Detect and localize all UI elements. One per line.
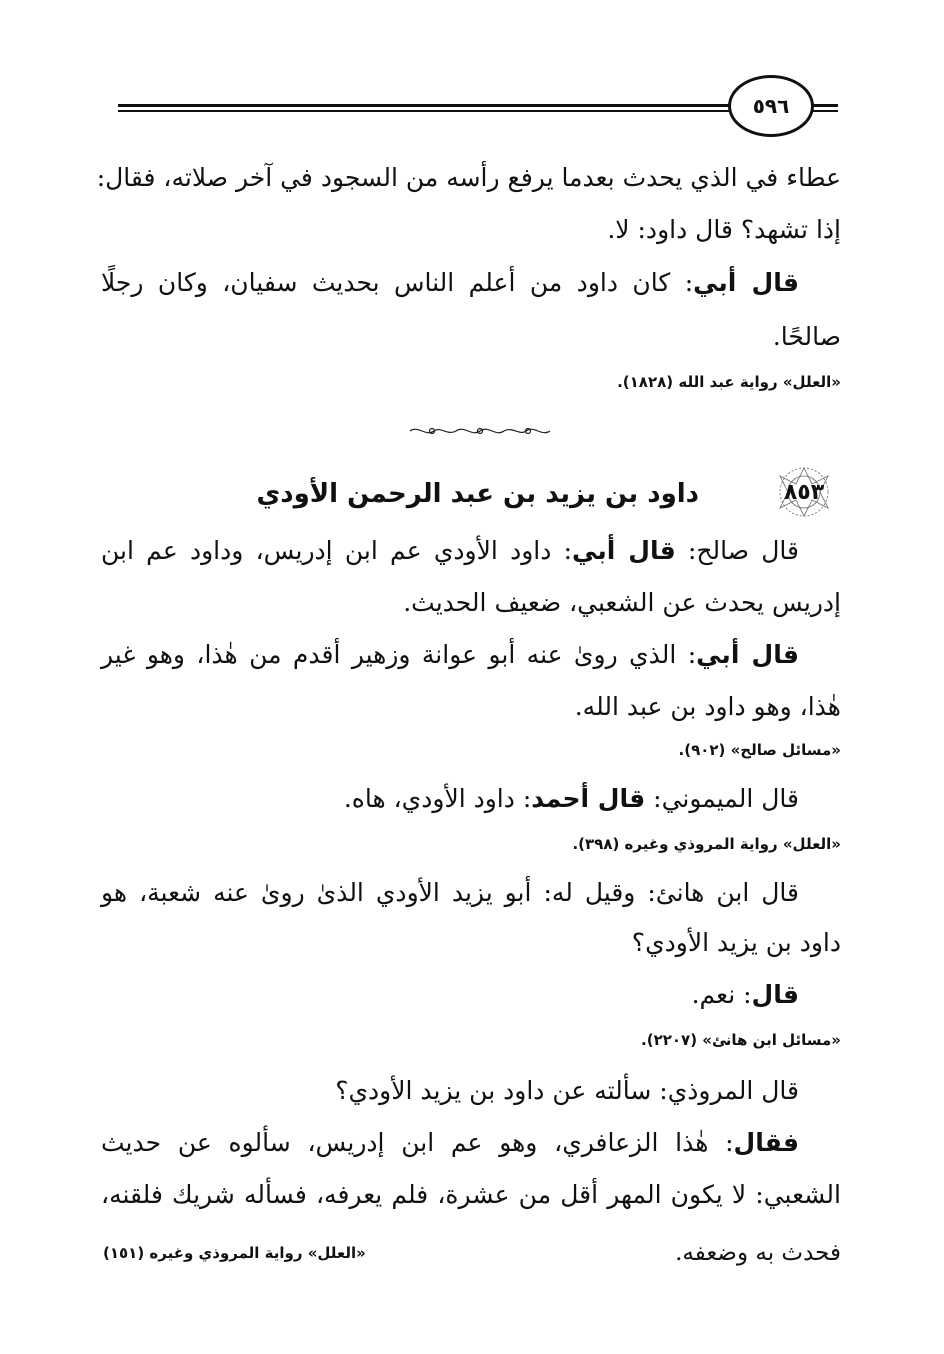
- text-span: : كان داود من أعلم الناس بحديث سفيان، وكان رجلًا: [101, 268, 694, 297]
- text-span: : داود الأودي عم ابن إدريس، وداود عم ابن: [101, 536, 573, 565]
- text-line: [101, 1128, 841, 1158]
- divider-ornament: [408, 424, 552, 438]
- source-citation: «العلل» رواية المروذي وغيره (١٥١): [103, 1244, 366, 1262]
- last-row: [103, 1238, 841, 1268]
- speaker-label: قال أبي: [572, 536, 676, 565]
- header-rule: [118, 104, 730, 107]
- text-span: قال ابن هانئ: وقيل له: أبو يزيد الأودي الذىٰ روىٰ عنه شعبة، هو: [101, 878, 799, 907]
- text-span: قال الميموني:: [645, 784, 799, 813]
- speaker-label: قال: [751, 980, 799, 1009]
- source-citation: «العلل» رواية عبد الله (١٨٢٨).: [617, 373, 841, 391]
- text-line: هٰذا، وهو داود بن عبد الله.: [574, 692, 841, 721]
- text-line: [101, 784, 841, 814]
- source-citation: «مسائل ابن هانئ» (٢٢٠٧).: [641, 1031, 841, 1049]
- page-number: ٥٩٦: [728, 75, 814, 137]
- text-line: إذا تشهد؟ قال داود: لا.: [607, 215, 841, 244]
- text-line: إدريس يحدث عن الشعبي، ضعيف الحديث.: [403, 588, 841, 617]
- entry-number-badge: [762, 466, 846, 518]
- text-line: الشعبي: لا يكون المهر أقل من عشرة، فلم يعرفه، فسأله شريك فلقنه،: [101, 1180, 841, 1209]
- text-line: صالحًا.: [772, 322, 841, 351]
- text-line: فحدث به وضعفه.: [675, 1240, 841, 1266]
- entry-number: ٨٥٣: [783, 479, 825, 505]
- source-citation: «العلل» رواية المروذي وغيره (٣٩٨).: [572, 835, 841, 853]
- text-line: [101, 1076, 841, 1106]
- text-span: : داود الأودي، هاه.: [343, 784, 532, 813]
- text-line: [101, 980, 841, 1010]
- text-line: [101, 536, 841, 566]
- text-span: : الذي روىٰ عنه أبو عوانة وزهير أقدم من هٰذا، وهو غير: [101, 640, 697, 669]
- source-citation: «مسائل صالح» (٩٠٢).: [678, 741, 841, 759]
- entry-title: داود بن يزيد بن عبد الرحمن الأودي: [256, 479, 699, 509]
- speaker-label: قال أبي: [693, 268, 800, 297]
- text-span: : نعم.: [691, 980, 752, 1009]
- header-rule: [812, 110, 838, 112]
- header-rule: [118, 110, 730, 112]
- speaker-label: قال أحمد: [531, 784, 646, 813]
- text-line: عطاء في الذي يحدث بعدما يرفع رأسه من السجود في آخر صلاته، فقال:: [96, 163, 841, 192]
- text-line: داود بن يزيد الأودي؟: [631, 928, 841, 957]
- speaker-label: فقال: [733, 1128, 799, 1157]
- speaker-label: قال أبي: [696, 640, 799, 669]
- text-line: [101, 640, 841, 670]
- text-line: [101, 878, 841, 908]
- text-span: : هٰذا الزعافري، وهو عم ابن إدريس، سألوه عن حديث: [101, 1128, 734, 1157]
- header-rule: [812, 104, 838, 107]
- text-span: قال صالح:: [675, 536, 799, 565]
- text-span: قال المروذي: سألته عن داود بن يزيد الأودي؟: [335, 1076, 799, 1105]
- text-line: [101, 268, 841, 298]
